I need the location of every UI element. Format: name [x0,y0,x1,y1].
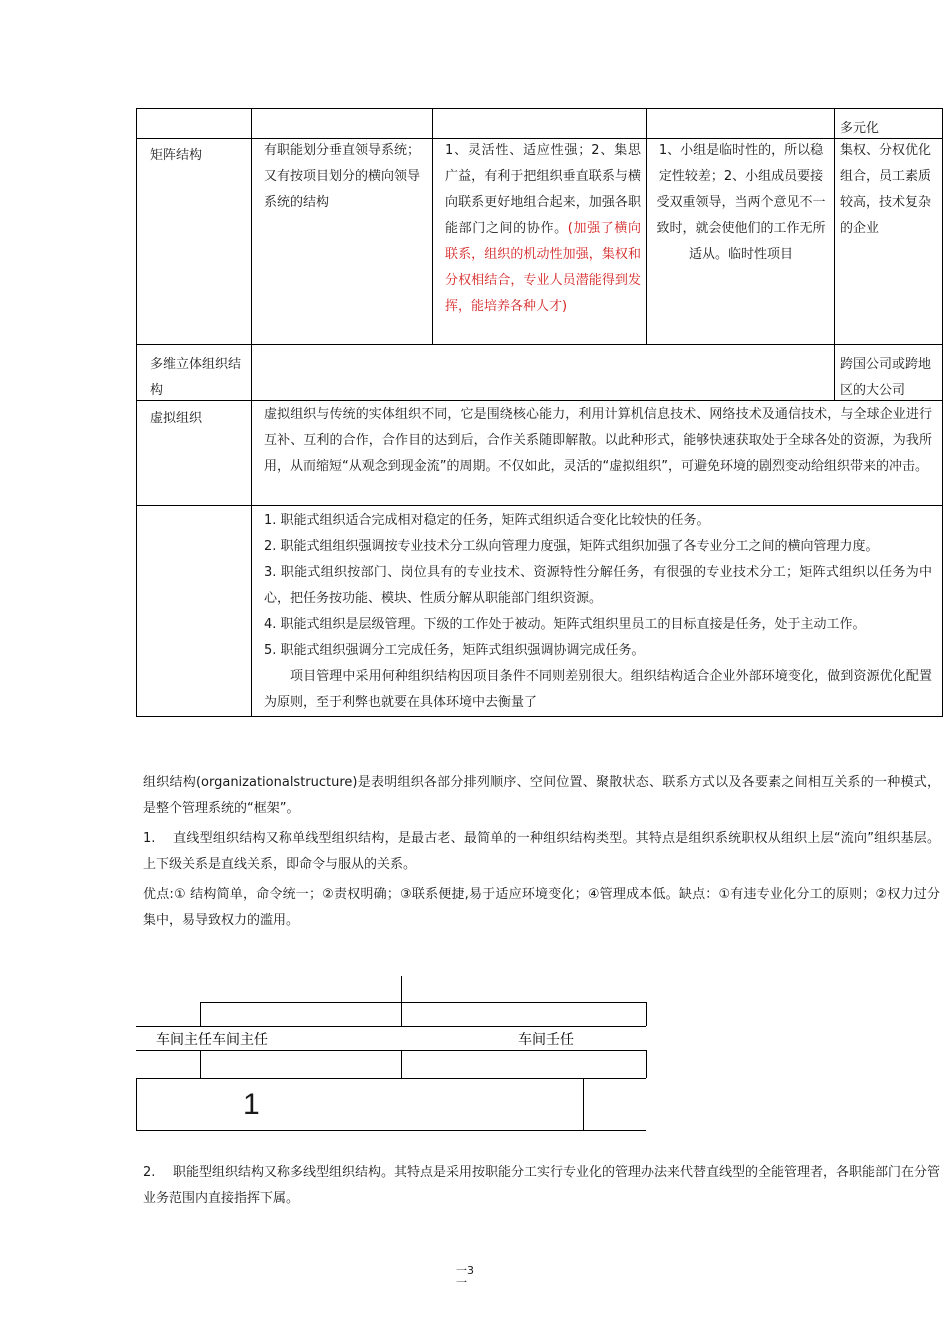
matrix-fit: 集权、分权优化组合，员工素质较高，技术复杂的企业 [840,143,932,236]
row0-col5-text: 多元化 [840,121,880,136]
compare-list [264,508,932,716]
matrix-advantages-note: (加强了横向联系，组织的机动性加强，集权和分权相结合，专业人员潜能得到发挥，能培养各种人才) [445,221,641,314]
pros-cons-paragraph: 优点:① 结构简单，命令统一；②责权明确；③联系便捷,易于适应环境变化；④管理成本低。缺点：①有违专业化分工的原则；②权力过分集中，易导致权力的滥用。 [143,887,940,928]
paragraph-2-text: 职能型组织结构又称多线型组织结构。其特点是采用按职能分工实行专业化的管理办法来代替直线型的全能管理者，各职能部门在分管业务范围内直接指挥下属。 [143,1165,941,1206]
virtual-desc: 虚拟组织与传统的实体组织不同，它是围绕核心能力，利用计算机信息技术、网络技术及通信技术，与全球企业进行互补、互利的合作，合作目的达到后，合作关系随即解散。以此种形式，能够快速获取处于全球各处的资源，为我所用，从而缩短“从观念到现金流”的周期。不仅如此，灵活的“虚拟组织”，可避免环境的剧烈变动给组织带来的冲击。 [264,407,932,474]
paragraph-1 [143,826,940,878]
compare-summary: 项目管理中采用何种组织结构因项目条件不同则差别很大。组织结构适合企业外部环境变化，做到资源优化配置为原则，至于利弊也就要在具体环境中去衡量了 [264,669,932,710]
page-number: 一3 [456,1264,474,1277]
multidim-name: 多维立体组织结构 [150,357,242,398]
virtual-name: 虚拟组织 [150,411,203,426]
intro-paragraph: 组织结构(organizationalstructure)是表明组织各部分排列顺序、空间位置、聚散状态、联系方式以及各要素之间相互关系的一种模式，是整个管理系统的“框架”。 [143,775,940,816]
diagram-number: 1 [243,1088,260,1121]
paragraph-2-number: 2. [143,1165,156,1180]
compare-item-4: 4. 职能式组织是层级管理。下级的工作处于被动。矩阵式组织里员工的目标直接是任务，处于主动工作。 [264,617,866,632]
workshop-director-left-label: 车间主任车间主任 [156,1031,268,1047]
matrix-name: 矩阵结构 [150,148,203,163]
paragraph-2 [143,1160,940,1212]
paragraph-1-number: 1. [143,831,156,846]
matrix-advantages [445,138,641,320]
compare-item-2: 2. 职能式组组织强调按专业技术分工纵向管理力度强，矩阵式组织加强了各专业分工之间的横向管理力度。 [264,539,879,554]
matrix-definition: 有职能划分垂直领导系统；又有按项目划分的横向领导系统的结构 [264,143,421,210]
matrix-advantages-main: 1、灵活性、适应性强；2、集思广益，有利于把组织垂直联系与横向联系更好地组合起来，加强各职能部门之间的协作。 [445,143,641,236]
compare-item-5: 5. 职能式组织强调分工完成任务，矩阵式组织强调协调完成任务。 [264,643,645,658]
multidim-fit: 跨国公司或跨地区的大公司 [840,357,932,398]
matrix-disadvantages: 1、小组是临时性的，所以稳定性较差；2、小组成员要接受双重领导，当两个意见不一致时，就会使他们的工作无所适从。临时性项目 [656,143,826,262]
compare-item-3: 3. 职能式组织按部门、岗位具有的专业技术、资源特性分解任务，有很强的专业技术分工；矩阵式组织以任务为中心，把任务按功能、模块、性质分解从职能部门组织资源。 [264,565,932,606]
workshop-director-right-label: 车间壬任 [518,1031,574,1047]
page-number-bottom: 一 [456,1276,467,1289]
compare-item-1: 1. 职能式组织适合完成相对稳定的任务，矩阵式组织适合变化比较快的任务。 [264,513,710,528]
paragraph-1-text: 直线型组织结构又称单线型组织结构，是最古老、最简单的一种组织结构类型。其特点是组织系统职权从组织上层“流向”组织基层。上下级关系是直线关系，即命令与服从的关系。 [143,831,940,872]
